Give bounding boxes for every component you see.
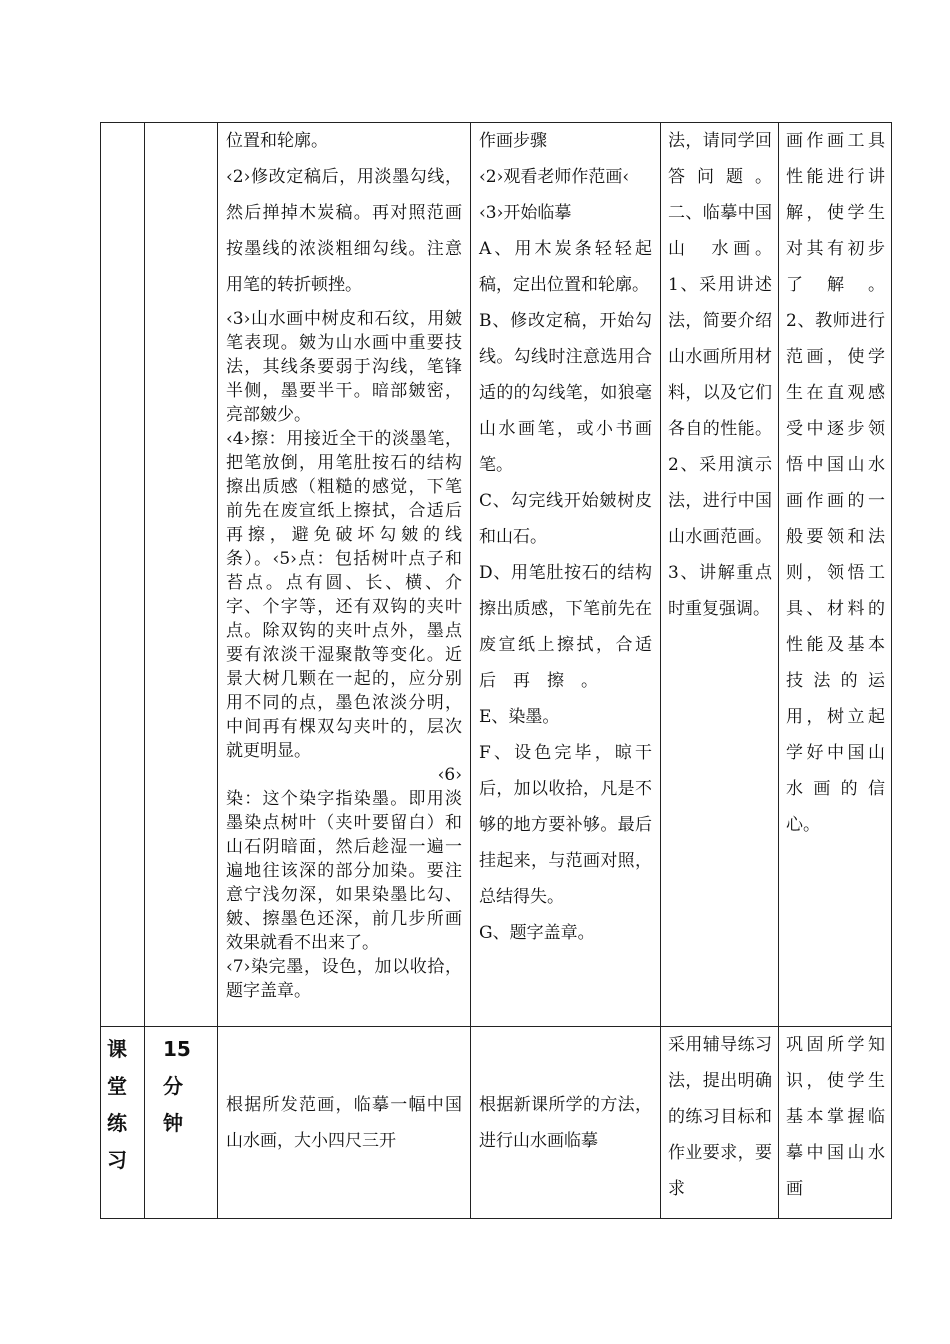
- time-cell: [145, 123, 218, 1027]
- student-paragraph: F、设色完毕，晾干后，加以收拾，凡是不够的地方要补够。最后挂起来，与范画对照，总结得失。: [479, 743, 652, 907]
- teacher-paragraph: 二、临摹中国 山 水画。1、采用讲述法，简要介绍山水画所用材料，以及它们各自的性能。: [668, 203, 789, 439]
- content-paragraph: ‹4›擦：用接近全干的淡墨笔，把笔放倒，用笔肚按石的结构擦出质感（粗糙的感觉，下笔前先在废宣纸上擦拭，合适后再擦，避免破坏勾皴的线条）。‹5›点：包括树叶点子和苔点。点有圆、长、横、介字、个字等，还有双钩的夹叶点。除双钩的夹叶点外，墨点要有浓淡干湿聚散等变化。近景大树几颗在一起的，应分别用不同的点，墨色浓淡分明，中间再有棵双勾夹叶的，层次就更明显。: [226, 429, 462, 761]
- teacher-paragraph: 3、讲解重点时重复强调。: [668, 563, 772, 619]
- content-paragraph: ‹6›: [437, 765, 462, 785]
- purpose-cell: [779, 1027, 892, 1219]
- content-paragraph: 染：这个染字指染墨。即用淡墨染点树叶（夹叶要留白）和山石阴暗面，然后趁湿一遍一遍地往该深的部分加染。要注意宁浅勿深，如果染墨比勾、皴、擦墨色还深，前几步所画效果就看不出来了。: [226, 789, 462, 953]
- purpose-paragraph: 2、教师进行范画，使学生在直观感受中逐步领悟中国山水画作画的一般要领和法则，领悟工具、材料的性能及基本技法的运用，树立起学好中国山水画的信心。: [786, 311, 885, 835]
- student-activity-cell: [471, 123, 669, 1027]
- student-activity-cell: [471, 1027, 661, 1219]
- student-paragraph: B、修改定稿，开始勾线。勾线时注意选用合适的的勾线笔，如狼毫山水画笔，或小书画笔。: [479, 311, 652, 475]
- purpose-cell: [779, 123, 892, 1027]
- practice-student: 根据新课所学的方法，进行山水画临摹: [479, 1094, 652, 1151]
- lesson-plan-table: [100, 122, 892, 1219]
- purpose-paragraph: 画作画工具性能进行讲解，使学生对其有初步了解。: [786, 131, 885, 295]
- table-row: [101, 1027, 892, 1219]
- table-row: [101, 123, 892, 1027]
- teacher-activity-cell: [661, 1027, 779, 1219]
- content-cell: [218, 1027, 471, 1219]
- teacher-paragraph: 法，请同学回答问题。: [668, 131, 772, 187]
- teacher-activity-cell: [661, 123, 789, 1027]
- student-paragraph: G、题字盖章。: [479, 923, 595, 943]
- content-paragraph: ‹2›修改定稿后，用淡墨勾线，然后掸掉木炭稿。再对照范画按墨线的浓淡粗细勾线。注意用笔的转折顿挫。: [226, 167, 462, 295]
- stage-cell: [101, 1027, 145, 1219]
- student-paragraph: ‹2›观看老师作范画‹: [479, 167, 630, 187]
- content-paragraph: ‹3›山水画中树皮和石纹，用皴笔表现。皴为山水画中重要技法，其线条要弱于沟线，笔锋半侧，墨要半干。暗部皴密，亮部皴少。: [226, 309, 462, 425]
- student-paragraph: D、用笔肚按石的结构擦出质感，下笔前先在废宣纸上擦拭，合适 后 再 擦 。: [479, 563, 669, 691]
- student-paragraph: ‹3›开始临摹: [479, 203, 572, 223]
- practice-content: 根据所发范画，临摹一幅中国山水画，大小四尺三开: [226, 1094, 462, 1151]
- student-paragraph: C、勾完线开始皴树皮和山石。: [479, 491, 652, 547]
- time-label: 15分钟: [163, 1037, 191, 1135]
- teacher-paragraph: 2、采用演示法，进行中国山水画范画。: [668, 455, 772, 547]
- content-paragraph: ‹7›染完墨，设色，加以收拾，题字盖章。: [226, 957, 462, 1001]
- content-cell: [218, 123, 471, 1027]
- practice-purpose: 巩固所学知识，使学生基本掌握临摹中国山水画: [786, 1035, 885, 1199]
- stage-cell: [101, 123, 145, 1027]
- student-paragraph: E、染墨。: [479, 707, 560, 727]
- content-paragraph: 位置和轮廓。: [226, 131, 328, 151]
- student-paragraph: 作画步骤: [479, 131, 547, 151]
- time-cell: [145, 1027, 218, 1219]
- practice-teacher: 采用辅导练习法，提出明确的练习目标和作业要求，要求: [668, 1035, 772, 1199]
- student-paragraph: A、用木炭条轻轻起稿，定出位置和轮廓。: [479, 239, 652, 295]
- stage-label: 课堂练习: [107, 1037, 127, 1172]
